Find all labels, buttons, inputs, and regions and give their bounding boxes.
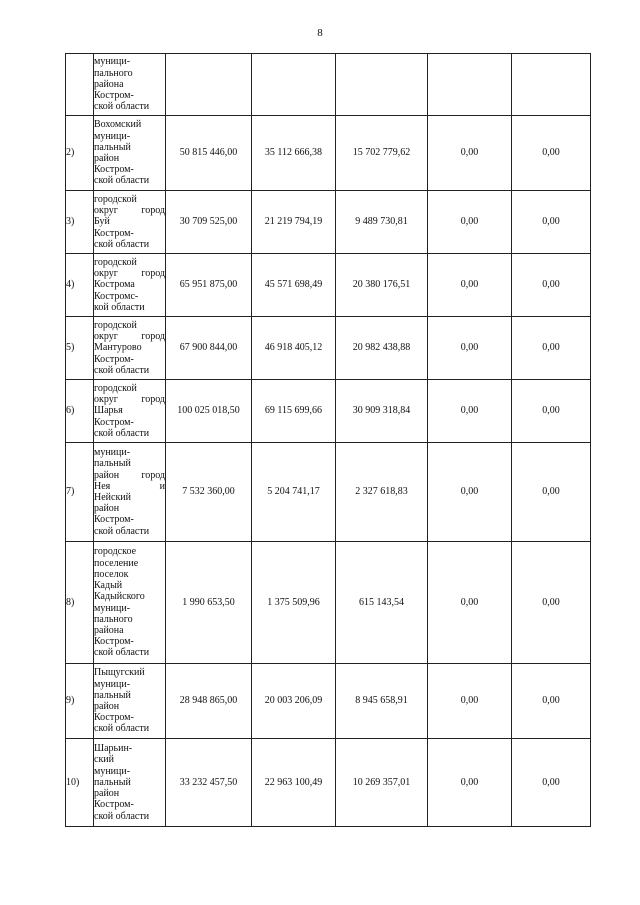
- amount-cell: 30 709 525,00: [166, 191, 252, 254]
- amount-cell: 0,00: [428, 116, 512, 191]
- row-number: 2): [66, 116, 94, 191]
- name-line: Кадыйского: [94, 591, 145, 603]
- name-line: кой области: [94, 301, 145, 313]
- row-number: [66, 54, 94, 116]
- name-line: ской области: [94, 810, 150, 822]
- name-line: Костромс-: [94, 290, 139, 302]
- municipality-name: [94, 191, 166, 254]
- table-row: [66, 664, 591, 739]
- name-line: Костром-: [94, 514, 134, 526]
- name-line: пального: [94, 67, 133, 79]
- municipality-name: [94, 317, 166, 380]
- municipality-name: [94, 542, 166, 664]
- amount-cell: 50 815 446,00: [166, 116, 252, 191]
- amount-cell: 0,00: [428, 443, 512, 542]
- amount-cell: [512, 54, 591, 116]
- name-line: ский: [94, 754, 114, 766]
- municipality-name: [94, 664, 166, 739]
- name-line: пального: [94, 613, 133, 625]
- amount-cell: 30 909 318,84: [336, 380, 428, 443]
- municipality-name: [94, 116, 166, 191]
- name-line: Мантурово: [94, 342, 142, 354]
- name-line: ской области: [94, 525, 150, 537]
- amount-cell: 1 990 653,50: [166, 542, 252, 664]
- allocation-table: [65, 53, 591, 827]
- table-row: [66, 380, 591, 443]
- amount-cell: 0,00: [428, 542, 512, 664]
- row-number: 3): [66, 191, 94, 254]
- amount-cell: [336, 54, 428, 116]
- amount-cell: [166, 54, 252, 116]
- table-row: [66, 254, 591, 317]
- name-line: район город: [94, 469, 165, 481]
- name-line: округ город: [94, 205, 165, 217]
- name-line: ской области: [94, 723, 150, 735]
- amount-cell: 20 003 206,09: [252, 664, 336, 739]
- page-number: 8: [317, 27, 323, 39]
- name-line: район: [94, 153, 120, 164]
- amount-cell: 5 204 741,17: [252, 443, 336, 542]
- amount-cell: 100 025 018,50: [166, 380, 252, 443]
- name-line: Костром-: [94, 227, 134, 239]
- amount-cell: 20 380 176,51: [336, 254, 428, 317]
- municipality-name: [94, 380, 166, 443]
- name-line: ской области: [94, 364, 150, 376]
- amount-cell: 0,00: [512, 380, 591, 443]
- name-line: поселение: [94, 557, 139, 569]
- name-line: округ город: [94, 394, 165, 406]
- name-line: городское: [94, 546, 137, 558]
- name-line: ской области: [94, 175, 150, 187]
- name-line: муници-: [94, 130, 131, 142]
- amount-cell: 9 489 730,81: [336, 191, 428, 254]
- amount-cell: 0,00: [428, 664, 512, 739]
- amount-cell: [428, 54, 512, 116]
- amount-cell: 21 219 794,19: [252, 191, 336, 254]
- municipality-name: [94, 254, 166, 317]
- name-line: городской: [94, 382, 137, 394]
- row-number: 7): [66, 443, 94, 542]
- table-row: [66, 443, 591, 542]
- name-line: муници-: [94, 678, 131, 690]
- name-line: Вохомский: [94, 119, 142, 131]
- amount-cell: 0,00: [428, 317, 512, 380]
- name-line: Костром-: [94, 712, 134, 724]
- name-line: городской: [94, 319, 137, 331]
- amount-cell: 35 112 666,38: [252, 116, 336, 191]
- name-line: Шарьин-: [94, 743, 133, 755]
- amount-cell: 0,00: [512, 443, 591, 542]
- name-line: район: [94, 788, 120, 800]
- amount-cell: 10 269 357,01: [336, 739, 428, 827]
- name-line: района: [94, 78, 124, 90]
- name-line: муници-: [94, 56, 131, 68]
- name-line: Нейский: [94, 492, 132, 503]
- name-line: ской области: [94, 101, 150, 113]
- name-line: округ город: [94, 331, 165, 343]
- amount-cell: 28 948 865,00: [166, 664, 252, 739]
- name-line: Кострома: [94, 279, 135, 291]
- name-line: Костром-: [94, 90, 134, 102]
- amount-cell: 0,00: [512, 317, 591, 380]
- municipality-name: [94, 739, 166, 827]
- amount-cell: 46 918 405,12: [252, 317, 336, 380]
- amount-cell: 0,00: [512, 116, 591, 191]
- name-line: Шарья: [94, 405, 123, 417]
- amount-cell: 65 951 875,00: [166, 254, 252, 317]
- name-line: городской: [94, 256, 137, 268]
- name-line: Костром-: [94, 164, 134, 176]
- name-line: район: [94, 503, 120, 515]
- name-line: муници-: [94, 765, 131, 777]
- name-line: пальный: [94, 141, 131, 153]
- name-line: муници-: [94, 602, 131, 614]
- table-row: [66, 54, 591, 116]
- amount-cell: 45 571 698,49: [252, 254, 336, 317]
- name-line: ской области: [94, 238, 150, 250]
- amount-cell: 22 963 100,49: [252, 739, 336, 827]
- name-line: поселок: [94, 568, 129, 580]
- amount-cell: 8 945 658,91: [336, 664, 428, 739]
- name-line: район: [94, 701, 120, 712]
- table-row: [66, 191, 591, 254]
- name-line: Пыщугский: [94, 667, 145, 679]
- name-line: городской: [94, 193, 137, 205]
- name-line: ской области: [94, 427, 150, 439]
- amount-cell: 2 327 618,83: [336, 443, 428, 542]
- amount-cell: 0,00: [512, 664, 591, 739]
- amount-cell: 0,00: [512, 191, 591, 254]
- table-row: [66, 542, 591, 664]
- name-line: ской области: [94, 647, 150, 659]
- name-line: Костром-: [94, 799, 134, 811]
- row-number: 8): [66, 542, 94, 664]
- municipality-name: [94, 443, 166, 542]
- table-row: [66, 317, 591, 380]
- amount-cell: 0,00: [512, 542, 591, 664]
- row-number: 9): [66, 664, 94, 739]
- amount-cell: 69 115 699,66: [252, 380, 336, 443]
- amount-cell: 33 232 457,50: [166, 739, 252, 827]
- name-line: Кадый: [94, 580, 123, 592]
- amount-cell: 0,00: [428, 739, 512, 827]
- name-line: района: [94, 624, 124, 636]
- amount-cell: 20 982 438,88: [336, 317, 428, 380]
- name-line: пальный: [94, 776, 131, 788]
- name-line: пальный: [94, 458, 131, 470]
- amount-cell: 0,00: [428, 380, 512, 443]
- table-row: [66, 739, 591, 827]
- amount-cell: 7 532 360,00: [166, 443, 252, 542]
- amount-cell: 0,00: [428, 254, 512, 317]
- name-line: Костром-: [94, 636, 134, 648]
- amount-cell: 0,00: [512, 254, 591, 317]
- name-line: Костром-: [94, 353, 134, 365]
- amount-cell: 0,00: [512, 739, 591, 827]
- row-number: 4): [66, 254, 94, 317]
- table-row: [66, 116, 591, 191]
- amount-cell: 1 375 509,96: [252, 542, 336, 664]
- municipality-name: [94, 54, 166, 116]
- amount-cell: 615 143,54: [336, 542, 428, 664]
- amount-cell: 67 900 844,00: [166, 317, 252, 380]
- name-line: пальный: [94, 689, 131, 701]
- name-line: округ город: [94, 268, 165, 280]
- name-line: Буй: [94, 216, 110, 228]
- name-line: Нея и: [94, 480, 165, 492]
- amount-cell: 15 702 779,62: [336, 116, 428, 191]
- amount-cell: [252, 54, 336, 116]
- name-line: муници-: [94, 447, 131, 459]
- name-line: Костром-: [94, 416, 134, 428]
- row-number: 5): [66, 317, 94, 380]
- row-number: 10): [66, 739, 94, 827]
- row-number: 6): [66, 380, 94, 443]
- amount-cell: 0,00: [428, 191, 512, 254]
